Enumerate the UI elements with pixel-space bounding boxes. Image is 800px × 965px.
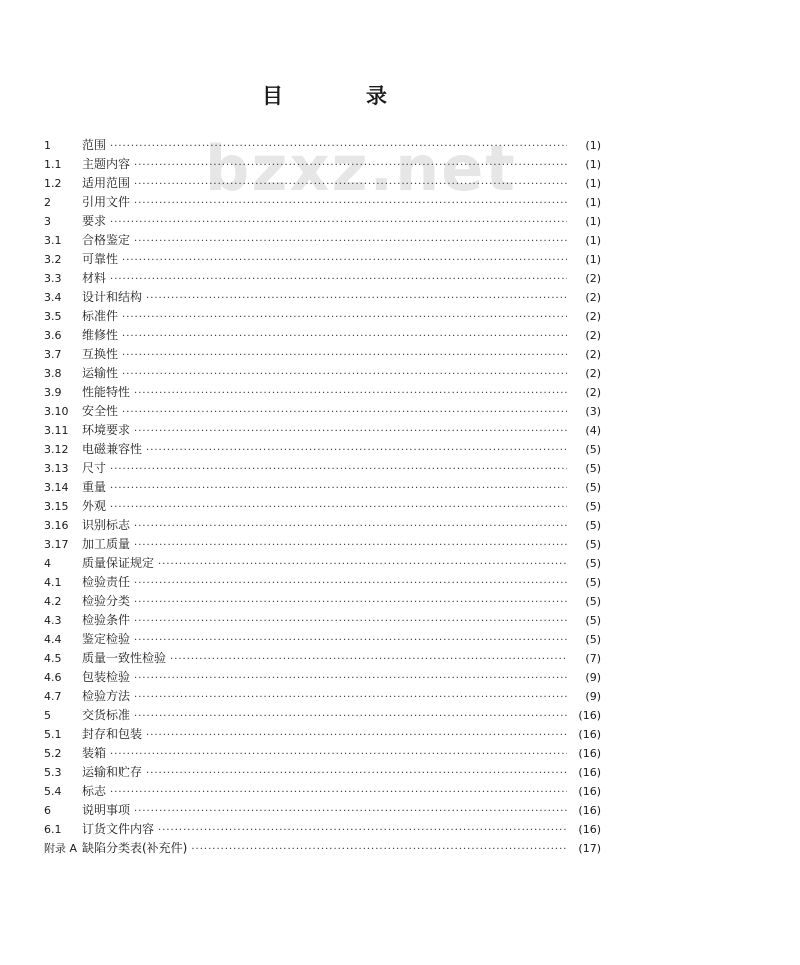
table-of-contents	[44, 136, 601, 858]
toc-entry-number: 3.3	[44, 272, 62, 285]
watermark: bzxz.net	[205, 132, 517, 205]
toc-entry-number: 3.1	[44, 234, 62, 247]
toc-leader-dots	[110, 498, 567, 517]
toc-entry-number: 3.14	[44, 481, 69, 494]
toc-entry-page: (5)	[585, 481, 601, 494]
toc-entry	[44, 478, 601, 497]
toc-leader-dots	[134, 574, 567, 593]
toc-entry-label: 检验分类	[82, 594, 131, 608]
toc-entry-page: (16)	[578, 804, 601, 817]
toc-entry	[44, 288, 601, 307]
toc-leader-dots	[110, 479, 567, 498]
toc-entry-label: 运输性	[82, 366, 119, 380]
toc-entry	[44, 212, 601, 231]
toc-leader-dots	[191, 840, 567, 859]
toc-entry-page: (16)	[578, 709, 601, 722]
toc-entry-label: 重量	[82, 480, 107, 494]
toc-entry-page: (5)	[585, 538, 601, 551]
toc-entry	[44, 782, 601, 801]
toc-entry-number: 4.1	[44, 576, 62, 589]
toc-entry-page: (5)	[585, 462, 601, 475]
toc-entry	[44, 611, 601, 630]
toc-entry-number: 3.9	[44, 386, 62, 399]
toc-entry-page: (5)	[585, 519, 601, 532]
toc-leader-dots	[134, 156, 567, 175]
toc-leader-dots	[134, 194, 567, 213]
toc-entry-label: 识别标志	[82, 518, 131, 532]
toc-entry-label: 安全性	[82, 404, 119, 418]
toc-leader-dots	[110, 213, 567, 232]
toc-leader-dots	[122, 251, 567, 270]
toc-entry-label: 互换性	[82, 347, 119, 361]
toc-entry-label: 可靠性	[82, 252, 119, 266]
toc-entry	[44, 573, 601, 592]
toc-leader-dots	[134, 593, 567, 612]
toc-entry-number: 4	[44, 557, 51, 570]
toc-entry-label: 标准件	[82, 309, 119, 323]
toc-entry-page: (1)	[585, 177, 601, 190]
toc-leader-dots	[134, 669, 567, 688]
toc-entry	[44, 630, 601, 649]
toc-entry-label: 电磁兼容性	[82, 442, 143, 456]
toc-entry	[44, 459, 601, 478]
toc-entry-number: 4.4	[44, 633, 62, 646]
toc-entry	[44, 497, 601, 516]
toc-entry-page: (2)	[585, 348, 601, 361]
toc-entry-number: 5.4	[44, 785, 62, 798]
toc-leader-dots	[122, 308, 567, 327]
toc-entry-label: 封存和包装	[82, 727, 143, 741]
toc-entry-page: (1)	[585, 196, 601, 209]
toc-entry-page: (5)	[585, 500, 601, 513]
toc-entry-label: 缺陷分类表(补充件)	[82, 841, 188, 855]
toc-entry-label: 交货标准	[82, 708, 131, 722]
toc-entry-page: (16)	[578, 728, 601, 741]
toc-entry-label: 维修性	[82, 328, 119, 342]
toc-entry-page: (4)	[585, 424, 601, 437]
title-char-2: 录	[366, 84, 387, 108]
toc-entry	[44, 136, 601, 155]
toc-entry-label: 加工质量	[82, 537, 131, 551]
toc-entry-label: 材料	[82, 271, 107, 285]
toc-entry-number: 3.13	[44, 462, 69, 475]
toc-leader-dots	[122, 403, 567, 422]
toc-entry-page: (2)	[585, 310, 601, 323]
toc-entry-label: 检验责任	[82, 575, 131, 589]
toc-entry-label: 运输和贮存	[82, 765, 143, 779]
toc-entry-number: 2	[44, 196, 51, 209]
toc-entry-label: 质量一致性检验	[82, 651, 167, 665]
toc-entry-number: 5.1	[44, 728, 62, 741]
toc-entry	[44, 421, 601, 440]
toc-entry-number: 5.2	[44, 747, 62, 760]
toc-entry-number: 5	[44, 709, 51, 722]
toc-entry-number: 3.5	[44, 310, 62, 323]
toc-entry-page: (9)	[585, 690, 601, 703]
toc-entry-page: (5)	[585, 557, 601, 570]
toc-leader-dots	[158, 821, 567, 840]
toc-leader-dots	[158, 555, 567, 574]
toc-entry-page: (1)	[585, 139, 601, 152]
toc-entry	[44, 706, 601, 725]
toc-entry-label: 包装检验	[82, 670, 131, 684]
toc-entry-number: 3.6	[44, 329, 62, 342]
toc-entry-label: 检验条件	[82, 613, 131, 627]
toc-entry-number: 6	[44, 804, 51, 817]
toc-entry-label: 要求	[82, 214, 107, 228]
toc-entry	[44, 364, 601, 383]
toc-entry-number: 3.16	[44, 519, 69, 532]
toc-entry-number: 6.1	[44, 823, 62, 836]
toc-entry-page: (16)	[578, 747, 601, 760]
toc-leader-dots	[134, 631, 567, 650]
toc-entry-page: (2)	[585, 329, 601, 342]
toc-entry-label: 合格鉴定	[82, 233, 131, 247]
toc-entry-number: 3.8	[44, 367, 62, 380]
toc-entry-number: 1.1	[44, 158, 62, 171]
toc-leader-dots	[110, 460, 567, 479]
toc-entry	[44, 839, 601, 858]
toc-leader-dots	[134, 802, 567, 821]
toc-entry	[44, 649, 601, 668]
toc-entry-label: 检验方法	[82, 689, 131, 703]
toc-entry	[44, 763, 601, 782]
toc-entry-label: 设计和结构	[82, 290, 143, 304]
toc-entry-page: (2)	[585, 272, 601, 285]
toc-entry-label: 鉴定检验	[82, 632, 131, 646]
toc-entry-page: (7)	[585, 652, 601, 665]
toc-entry-label: 标志	[82, 784, 107, 798]
toc-entry-label: 引用文件	[82, 195, 131, 209]
toc-entry	[44, 155, 601, 174]
toc-leader-dots	[170, 650, 567, 669]
toc-entry-number: 3.10	[44, 405, 69, 418]
toc-entry-page: (17)	[578, 842, 601, 855]
toc-entry-number: 4.6	[44, 671, 62, 684]
toc-entry	[44, 402, 601, 421]
toc-entry-page: (9)	[585, 671, 601, 684]
toc-entry	[44, 820, 601, 839]
toc-leader-dots	[134, 517, 567, 536]
toc-leader-dots	[134, 232, 567, 251]
toc-entry-page: (2)	[585, 291, 601, 304]
toc-leader-dots	[146, 764, 567, 783]
toc-leader-dots	[122, 327, 567, 346]
toc-entry-number: 3.2	[44, 253, 62, 266]
toc-entry-number: 3.7	[44, 348, 62, 361]
toc-entry-page: (2)	[585, 367, 601, 380]
toc-entry-label: 性能特性	[82, 385, 131, 399]
toc-entry-number: 3	[44, 215, 51, 228]
toc-leader-dots	[122, 346, 567, 365]
toc-entry	[44, 383, 601, 402]
toc-entry-label: 订货文件内容	[82, 822, 155, 836]
toc-entry-label: 环境要求	[82, 423, 131, 437]
toc-entry-page: (5)	[585, 595, 601, 608]
toc-entry-number: 3.11	[44, 424, 69, 437]
toc-entry-number: 5.3	[44, 766, 62, 779]
toc-entry	[44, 174, 601, 193]
toc-leader-dots	[134, 707, 567, 726]
toc-entry-number: 1	[44, 139, 51, 152]
toc-entry	[44, 269, 601, 288]
toc-entry-page: (16)	[578, 785, 601, 798]
toc-entry-page: (5)	[585, 443, 601, 456]
toc-entry	[44, 592, 601, 611]
toc-entry	[44, 250, 601, 269]
toc-leader-dots	[134, 612, 567, 631]
toc-entry-label: 装箱	[82, 746, 107, 760]
toc-entry-label: 尺寸	[82, 461, 107, 475]
toc-entry-page: (5)	[585, 614, 601, 627]
toc-leader-dots	[110, 137, 567, 156]
toc-entry-label: 适用范围	[82, 176, 131, 190]
toc-entry-number: 4.2	[44, 595, 62, 608]
toc-entry	[44, 307, 601, 326]
toc-leader-dots	[134, 175, 567, 194]
toc-leader-dots	[134, 688, 567, 707]
toc-entry-number: 3.4	[44, 291, 62, 304]
toc-entry	[44, 744, 601, 763]
toc-leader-dots	[110, 783, 567, 802]
toc-entry	[44, 535, 601, 554]
toc-entry	[44, 801, 601, 820]
toc-entry-page: (1)	[585, 234, 601, 247]
toc-entry-label: 质量保证规定	[82, 556, 155, 570]
toc-entry	[44, 345, 601, 364]
toc-entry	[44, 687, 601, 706]
toc-entry-label: 主题内容	[82, 157, 131, 171]
toc-entry	[44, 326, 601, 345]
toc-leader-dots	[134, 384, 567, 403]
toc-entry-number: 4.5	[44, 652, 62, 665]
toc-leader-dots	[146, 289, 567, 308]
toc-entry-page: (5)	[585, 633, 601, 646]
toc-entry-page: (2)	[585, 386, 601, 399]
toc-entry-page: (5)	[585, 576, 601, 589]
toc-entry	[44, 668, 601, 687]
toc-entry-page: (16)	[578, 823, 601, 836]
toc-entry	[44, 193, 601, 212]
toc-entry-page: (1)	[585, 253, 601, 266]
toc-entry	[44, 554, 601, 573]
toc-entry-label: 范围	[82, 138, 107, 152]
toc-entry	[44, 725, 601, 744]
toc-entry-label: 外观	[82, 499, 107, 513]
toc-entry	[44, 516, 601, 535]
toc-entry-number: 4.3	[44, 614, 62, 627]
toc-leader-dots	[134, 422, 567, 441]
toc-entry-number: 3.12	[44, 443, 69, 456]
toc-entry-page: (3)	[585, 405, 601, 418]
toc-leader-dots	[122, 365, 567, 384]
toc-entry	[44, 231, 601, 250]
toc-entry-number: 4.7	[44, 690, 62, 703]
toc-leader-dots	[110, 270, 567, 289]
toc-entry	[44, 440, 601, 459]
toc-entry-page: (16)	[578, 766, 601, 779]
toc-leader-dots	[110, 745, 567, 764]
toc-leader-dots	[146, 441, 567, 460]
toc-entry-number: 3.17	[44, 538, 69, 551]
toc-entry-page: (1)	[585, 158, 601, 171]
toc-leader-dots	[146, 726, 567, 745]
toc-leader-dots	[134, 536, 567, 555]
toc-entry-label: 说明事项	[82, 803, 131, 817]
toc-entry-page: (1)	[585, 215, 601, 228]
toc-entry-number: 附录 A	[44, 842, 78, 855]
title-char-1: 目	[262, 84, 283, 108]
toc-entry-number: 1.2	[44, 177, 62, 190]
toc-entry-number: 3.15	[44, 500, 69, 513]
